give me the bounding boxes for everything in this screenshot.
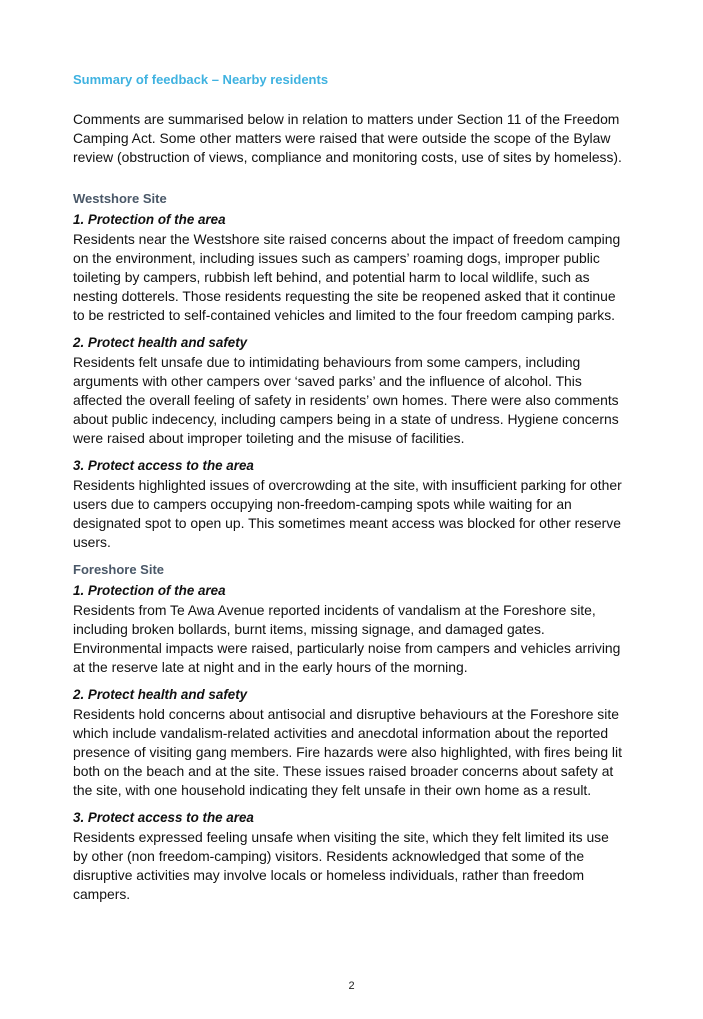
foreshore-heading: Foreshore Site (73, 562, 165, 577)
paragraph-line: nesting dotterels. Those residents requesting the site be reopened asked that it continue (73, 288, 616, 304)
summary-title: Summary of feedback – Nearby residents (73, 72, 329, 87)
westshore-heading: Westshore Site (73, 191, 167, 206)
foreshore-health-paragraph (73, 705, 622, 800)
paragraph-line: Residents from Te Awa Avenue reported incidents of vandalism at the Foreshore site, (73, 602, 596, 618)
intro-paragraph (73, 110, 622, 167)
paragraph-line: including broken bollards, burnt items, missing signage, and damaged gates. (73, 621, 545, 637)
foreshore-protection-heading: 1. Protection of the area (73, 583, 226, 598)
westshore-protection-paragraph (73, 230, 620, 325)
paragraph-line: affected the overall feeling of safety in residents’ own homes. There were also comments (73, 392, 619, 408)
paragraph-line: Residents near the Westshore site raised concerns about the impact of freedom camping (73, 231, 621, 247)
paragraph-line: Environmental impacts were raised, particularly noise from campers and vehicles arriving (73, 640, 621, 656)
foreshore-access-heading: 3. Protect access to the area (73, 810, 254, 825)
paragraph-line: arguments with other campers over ‘saved parks’ and the influence of alcohol. This (73, 373, 582, 389)
paragraph-line: on the environment, including issues such as campers’ roaming dogs, improper public (73, 250, 600, 266)
paragraph-line: the site, with one household indicating they felt unsafe in their own home as a result. (73, 782, 592, 798)
westshore-health-heading: 2. Protect health and safety (73, 335, 248, 350)
paragraph-line: toileting by campers, rubbish left behind, and potential harm to local wildlife, such as (73, 269, 590, 285)
intro-line: Camping Act. Some other matters were raised that were outside the scope of the Bylaw (73, 130, 611, 146)
paragraph-line: designated spot to open up. This sometimes meant access was blocked for other reserve (73, 515, 621, 531)
foreshore-protection-paragraph (73, 601, 620, 677)
paragraph-line: about public indecency, including campers being in a state of undress. Hygiene concerns (73, 411, 619, 427)
paragraph-line: by other (non freedom-camping) visitors. Residents acknowledged that some of the (73, 848, 585, 864)
paragraph-line: which include vandalism-related activities and anecdotal information about the reported (73, 725, 609, 741)
page-number: 2 (348, 980, 355, 992)
westshore-protection-heading: 1. Protection of the area (73, 212, 226, 227)
paragraph-line: both on the beach and at the site. These issues raised broader concerns about safety at (73, 763, 614, 779)
intro-line: review (obstruction of views, compliance and monitoring costs, use of sites by homeless). (73, 149, 622, 165)
paragraph-line: were raised about improper toileting and the misuse of facilities. (73, 430, 465, 446)
westshore-access-paragraph (73, 476, 622, 552)
paragraph-line: at the reserve late at night and in the early hours of the morning. (73, 659, 468, 675)
paragraph-line: to be restricted to self-contained vehicles and limited to the four freedom camping parks. (73, 307, 616, 323)
paragraph-line: Residents hold concerns about antisocial and disruptive behaviours at the Foreshore site (73, 706, 619, 722)
paragraph-line: users due to campers occupying non-freedom-camping spots while waiting for an (73, 496, 572, 512)
paragraph-line: Residents expressed feeling unsafe when visiting the site, which they felt limited its use (73, 829, 609, 845)
foreshore-health-heading: 2. Protect health and safety (73, 687, 248, 702)
westshore-access-heading: 3. Protect access to the area (73, 458, 254, 473)
paragraph-line: presence of visiting gang members. Fire hazards were also highlighted, with fires being lit (73, 744, 622, 760)
westshore-health-paragraph (73, 353, 619, 448)
intro-line: Comments are summarised below in relation to matters under Section 11 of the Freedom (73, 111, 620, 127)
paragraph-line: Residents highlighted issues of overcrowding at the site, with insufficient parking for other (73, 477, 622, 493)
paragraph-line: Residents felt unsafe due to intimidating behaviours from some campers, including (73, 354, 581, 370)
paragraph-line: users. (73, 534, 111, 550)
foreshore-access-paragraph (73, 828, 609, 904)
paragraph-line: campers. (73, 886, 131, 902)
paragraph-line: disruptive activities may involve locals or homeless individuals, rather than freedom (73, 867, 585, 883)
